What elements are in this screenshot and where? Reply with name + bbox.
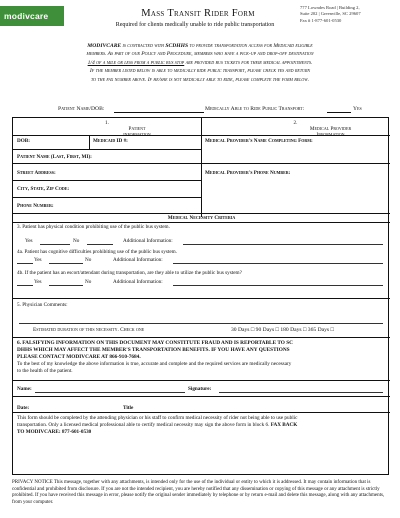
dob-label: DOB: (17, 138, 30, 144)
falsify-line-1: 6. FALSIFYING INFORMATION ON THIS DOCUMENT MAY CONSTITUTE FRAUD AND IS REPORTABLE TO SC (17, 340, 293, 346)
patient-name-dob-label: Patient Name/DOB: (58, 106, 105, 112)
form-title: Mass Transit Rider Form (141, 8, 255, 19)
intro-line5: to the fax number above. If he/she is not medically able to ride, please complete the form below. (91, 76, 309, 83)
modivcare-logo (0, 6, 64, 26)
address-line-2: Suite 202 | Greenville, SC 29607 (300, 11, 361, 17)
q4b-additional-label: Additional Information: (113, 279, 163, 285)
intro-line1-b: is contracted with (121, 43, 166, 49)
q3-additional-field[interactable] (183, 244, 383, 245)
title-label: Title (123, 405, 134, 411)
phone-number-label: Phone Number: (17, 203, 54, 209)
attestation-line-2: to the health of the patient. (17, 368, 73, 374)
section-2-title-a: Medical Provider (309, 126, 352, 133)
q4a-additional-field[interactable] (173, 263, 383, 264)
q3-yes-label: Yes (25, 238, 33, 244)
section-1-number: 1. (105, 120, 109, 126)
q4b-no-label: No (85, 279, 92, 285)
q4b-no-field[interactable] (49, 285, 83, 286)
q4a-yes-field[interactable] (17, 263, 33, 264)
section-2-title-b: Information (316, 132, 345, 139)
date-label: Date: (17, 405, 30, 411)
able-to-ride-label: Medically Able to Ride Public Transport: (205, 106, 305, 112)
signer-name-field[interactable] (35, 392, 185, 393)
provider-completing-label: Medical Provider's Name Completing Form: (205, 138, 313, 144)
signature-field[interactable] (219, 392, 383, 393)
able-yes-label: Yes (353, 106, 362, 112)
attestation-line-1: To the best of my knowledge the above information is true, accurate and complete and the required services are medically necessary (17, 361, 292, 367)
able-to-ride-field[interactable] (327, 112, 351, 113)
signature-label: Signature: (188, 386, 212, 392)
duration-options[interactable]: 30 Days □ 90 Days □ 180 Days □ 365 Days □ (231, 327, 334, 333)
intro-paragraph (6, 42, 394, 84)
patient-name-dob-field[interactable] (114, 112, 204, 113)
question-4b: 4b. If the patient has an escort/attendant during transportation, are they able to utilize the public bus system? (17, 270, 242, 276)
footer-note-line-2 (17, 422, 297, 428)
footer-note-line-2-a: transportation. Only a licensed medical professional able to certify medical necessity may sign the above form in block 6. (17, 422, 270, 428)
address-block (300, 5, 400, 24)
q4a-additional-label: Additional Information: (113, 257, 163, 263)
form-subtitle: Required for clients medically unable to ride public transportation (115, 22, 275, 28)
footer-note-line-1: This form should be completed by the attending physician or his staff to confirm medical necessity of rider not being able to use public (17, 415, 298, 421)
privacy-notice: PRIVACY NOTICE This message, together with any attachments, is intended only for the use of the individual or entity to which it is addressed. It may contain information that is confidential and prohibited from disclosure. If you are not the intended recipient, you are hereby notified that any dissemination or copying of this message or any attachment is strictly prohibited. If you have received this message in error, please notify the original sender immediately by telephone or by return e-mail and delete this message, along with any attachments, from your computer. (12, 480, 385, 505)
question-3: 3. Patient has physical condition prohibiting use of the public bus system. (17, 224, 170, 230)
intro-line1-d: to provide transportation access for Medicaid eligible (188, 43, 313, 49)
address-line-1: 777 Lowndes Road | Building 2, (300, 5, 360, 10)
intro-line4: If the member listed below is able to medically ride public transport, please check yes and return (89, 68, 311, 75)
q4a-yes-label: Yes (34, 257, 42, 263)
patient-name-label: Patient Name (Last, First, MI): (17, 154, 92, 160)
section-2-number: 2. (293, 120, 298, 126)
falsify-line-2: DHHS WHICH MAY AFFECT THE MEMBER'S TRANSPORTATION BENEFITS. IF YOU HAVE ANY QUESTIONS (17, 347, 290, 353)
q4b-additional-field[interactable] (173, 285, 383, 286)
intro-modivcare: MODIVCARE (87, 43, 122, 49)
section-1-title-a: Patient (128, 126, 146, 133)
city-state-zip-label: City, State, Zip Code: (17, 186, 70, 192)
q4a-no-label: No (85, 257, 92, 263)
provider-phone-label: Medical Provider's Phone Number: (205, 170, 291, 176)
physician-comments-field[interactable] (19, 323, 383, 324)
criteria-heading: Medical Necessity Criteria (167, 215, 236, 221)
street-address-label: Street Address: (17, 170, 56, 176)
intro-line3-b: are provided bus tickets for their medical appointments. (184, 59, 313, 66)
logo-text: modivcare (4, 11, 49, 21)
q3-additional-label: Additional Information: (123, 238, 173, 244)
fax-line: Fax # 1-877-601-0530 (300, 17, 342, 23)
duration-label: Estimated duration of this necessity. Check one (33, 327, 145, 333)
q3-no-label: No (73, 238, 80, 244)
intro-line3-a: 1/4 of a mile or less from a public bus stop (87, 59, 185, 66)
medicaid-id-label: Medicaid ID #: (93, 138, 128, 144)
intro-line2: members. As part of our Policy and Procedure, members who have a pick-up and drop-off destination (86, 51, 314, 58)
q3-no-field[interactable] (87, 244, 113, 245)
q4b-yes-field[interactable] (17, 285, 33, 286)
footer-note-fax-number: TO MODIVCARE: 877-601-0530 (17, 429, 92, 435)
q4b-yes-label: Yes (34, 279, 42, 285)
q4a-no-field[interactable] (49, 263, 83, 264)
footer-note-fax-back: FAX BACK (269, 422, 298, 428)
signer-name-label: Name: (17, 386, 32, 392)
section-1-title-b: information (123, 132, 151, 139)
form-grid (12, 117, 389, 475)
falsify-line-3: PLEASE CONTACT MODIVCARE AT 866-910-7684. (17, 354, 141, 360)
intro-scdhhs: SCDHHS (165, 43, 189, 49)
question-4a: 4a. Patient has cognitive difficulties prohibiting use of the public bus system. (17, 249, 177, 255)
question-5: 5. Physician Comments: (17, 302, 68, 308)
q3-yes-field[interactable] (40, 244, 70, 245)
